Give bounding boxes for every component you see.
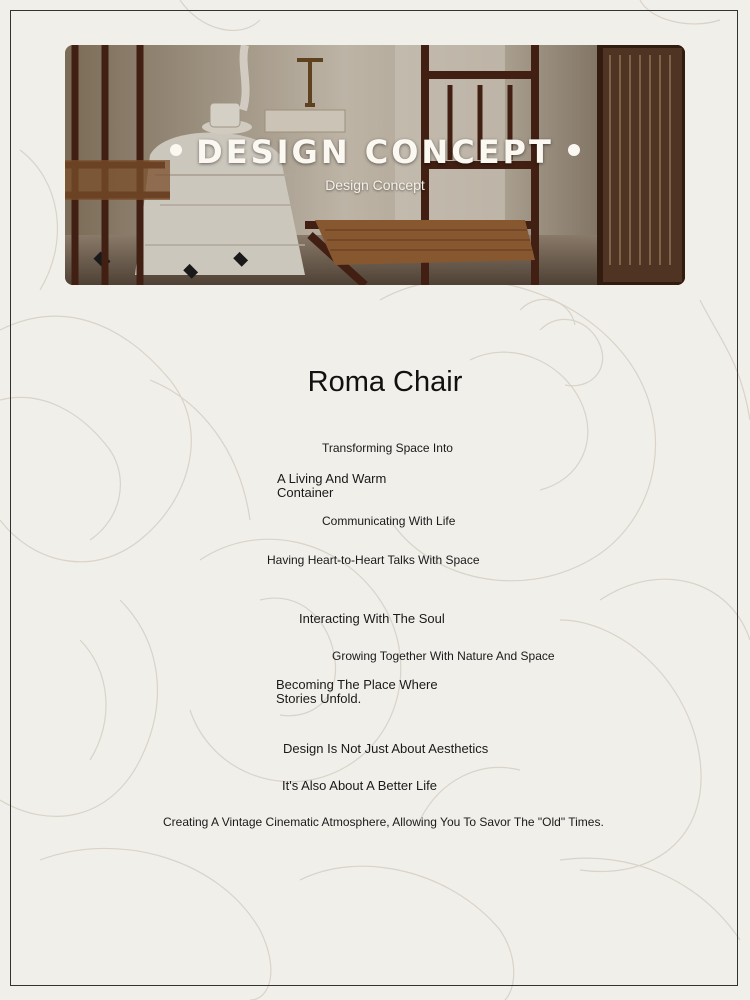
text-line: Growing Together With Nature And Space [332,649,555,663]
text-line: Transforming Space Into [322,441,453,455]
product-title: Roma Chair [307,366,463,398]
text-line: Stories Unfold. [276,691,362,706]
bullet-dot-right [568,144,580,156]
text-line: Having Heart-to-Heart Talks With Space [267,553,480,567]
text-line: Creating A Vintage Cinematic Atmosphere, Allowing You To Savor The "Old" Times. [163,815,604,829]
banner-subheading: Design Concept [325,177,425,193]
text-line: A Living And Warm [277,471,387,486]
banner-heading-text: DESIGN CONCEPT [196,133,554,171]
hero-banner [65,45,685,285]
text-line: Interacting With The Soul [299,611,445,626]
text-line: Design Is Not Just About Aesthetics [283,741,489,756]
bullet-dot-left [170,144,182,156]
text-line: Becoming The Place Where [276,677,438,692]
text-line: Communicating With Life [322,514,456,528]
banner-heading [65,133,685,171]
text-line: Container [277,485,334,500]
text-line: It's Also About A Better Life [282,778,437,793]
